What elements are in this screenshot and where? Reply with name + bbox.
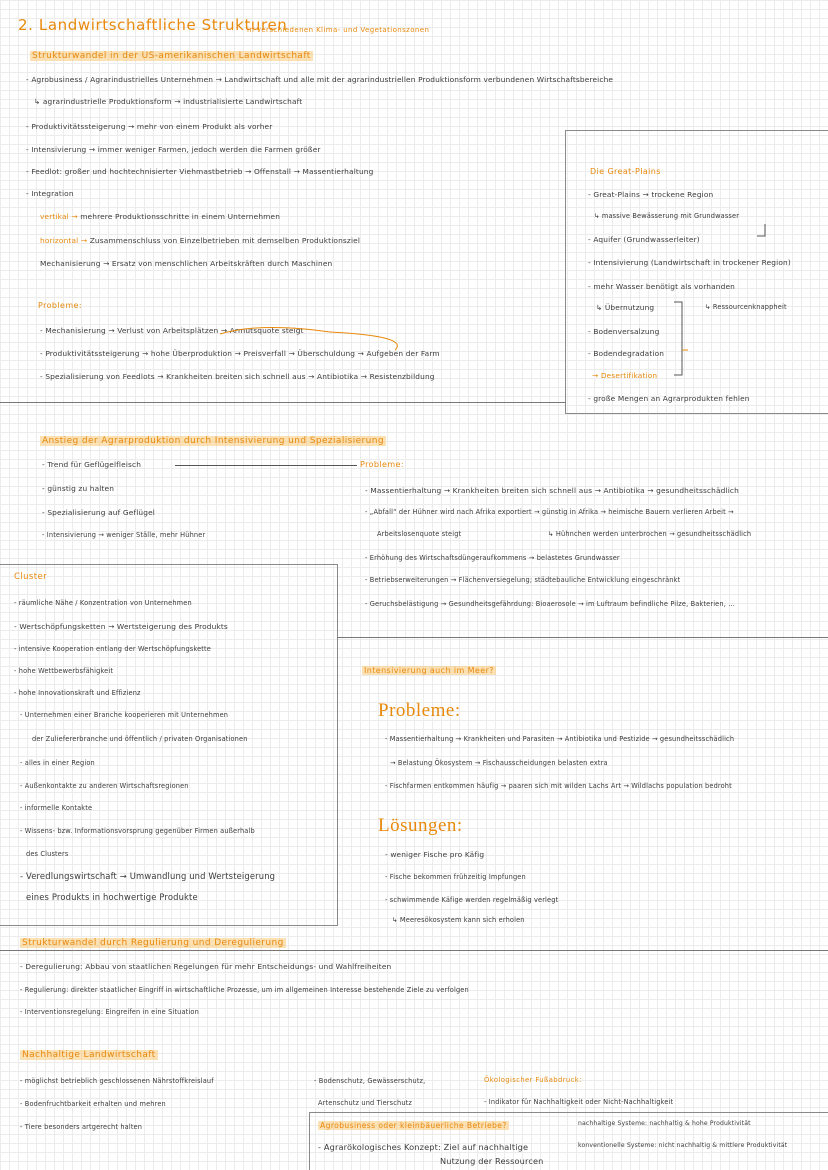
- s2-line-3: - Spezialisierung auf Geflügel: [42, 508, 155, 517]
- systeme-line-1: nachhaltige Systeme: nachhaltig & hohe Produktivität: [578, 1120, 751, 1127]
- agro-line-2: Nutzung der Ressourcen: [440, 1156, 544, 1166]
- gp-line-9: → Desertifikation: [592, 371, 658, 380]
- s1-problem-3: - Spezialisierung von Feedlots → Krankheiten breiten sich schnell aus → Antibiotika → Resistenzbildung: [40, 372, 435, 381]
- gp-line-10: - große Mengen an Agrarprodukten fehlen: [588, 394, 750, 403]
- agrobusiness-heading: Agrobusiness oder kleinbäuerliche Betriebe?: [320, 1121, 507, 1130]
- s1-probleme-heading: Probleme:: [38, 301, 82, 310]
- s2-problem-2b: Arbeitslosenquote steigt: [377, 530, 462, 538]
- s1-line-4: - Intensivierung → immer weniger Farmen, jedoch werden die Farmen größer: [26, 145, 321, 154]
- divider-top: [0, 402, 566, 403]
- gp-line-3: - Aquifer (Grundwasserleiter): [588, 235, 700, 244]
- meer-problem-2: → Belastung Ökosystem → Fischausscheidungen belasten extra: [390, 759, 608, 767]
- cluster-line-4: - hohe Wettbewerbsfähigkeit: [14, 667, 114, 675]
- cluster-line-5: - hohe Innovationskraft und Effizienz: [14, 689, 141, 697]
- s1-line-6: - Integration: [26, 189, 74, 198]
- s4-col2-line-2: Artenschutz und Tierschutz: [318, 1099, 413, 1107]
- meer-problem-1: - Massentierhaltung → Krankheiten und Parasiten → Antibiotika und Pestizide → gesundheitsschädlich: [385, 735, 735, 743]
- cluster-line-3: - intensive Kooperation entlang der Wertschöpfungskette: [14, 645, 211, 653]
- agro-line-1: - Agrarökologisches Konzept: Ziel auf nachhaltige: [318, 1142, 529, 1152]
- s2-problem-3: - Erhöhung des Wirtschaftsdüngeraufkommens → belastetes Grundwasser: [365, 554, 620, 562]
- s2-problem-2c: ↳ Hühnchen werden unterbrochen → gesundheitsschädlich: [548, 530, 752, 538]
- divider-meer: [337, 637, 828, 638]
- nachhaltige-landwirtschaft-heading: Nachhaltige Landwirtschaft: [22, 1050, 156, 1060]
- cluster-line-1: - räumliche Nähe / Konzentration von Unternehmen: [14, 599, 192, 607]
- s1-horizontal: horizontal → Zusammenschluss von Einzelbetrieben mit demselben Produktionsziel: [40, 236, 361, 245]
- s3-line-2: - Regulierung: direkter staatlicher Eingriff in wirtschaftliche Prozesse, um im allgemeinen Interesse bestehende Ziele zu verfolgen: [20, 986, 469, 994]
- systeme-line-2: konventionelle Systeme: nicht nachhaltig & mittlere Produktivität: [578, 1142, 788, 1149]
- s4-col2-line-1: - Bodenschutz, Gewässerschutz,: [314, 1077, 426, 1085]
- great-plains-heading: Die Great-Plains: [590, 167, 661, 176]
- s2-problem-1: - Massentierhaltung → Krankheiten breiten sich schnell aus → Antibiotika → gesundheitsschädlich: [365, 486, 739, 495]
- gp-line-6a: ↳ Übernutzung: [596, 303, 655, 312]
- s2-problem-2: - „Abfall“ der Hühner wird nach Afrika exportiert → günstig in Afrika → heimische Bauern verlieren Arbeit →: [365, 508, 734, 516]
- s2-line-1: - Trend für Geflügelfleisch: [42, 460, 142, 469]
- s1-line-5: - Feedlot: großer und hochtechnisierter Viehmastbetrieb → Offenstall → Massentierhaltung: [26, 167, 374, 176]
- section-structural-change-heading: Strukturwandel in der US-amerikanischen Landwirtschaft: [32, 51, 311, 61]
- cluster-line-9: - Außenkontakte zu anderen Wirtschaftsregionen: [20, 782, 189, 790]
- cluster-line-8: - alles in einer Region: [20, 759, 95, 767]
- s2-problem-5: - Geruchsbelästigung → Gesundheitsgefährdung: Bioaerosole → im Luftraum befindliche Pilze, Bakterien, ...: [365, 600, 735, 608]
- gp-line-8: - Bodendegradation: [588, 349, 665, 358]
- gp-arrow: [755, 222, 775, 242]
- cluster-line-6: - Unternehmen einer Branche kooperieren mit Unternehmen: [20, 711, 229, 719]
- agrarproduktion-heading: Anstieg der Agrarproduktion durch Intensivierung und Spezialisierung: [42, 436, 384, 446]
- s4-col1-line-2: - Bodenfruchtbarkeit erhalten und mehren: [20, 1100, 166, 1108]
- oeko-fussabdruck-text: - Indikator für Nachhaltigkeit oder Nicht-Nachhaltigkeit: [484, 1098, 674, 1106]
- s4-col1-line-1: - möglichst betrieblich geschlossenen Nährstoffkreislauf: [20, 1077, 214, 1085]
- cluster-line-7: der Zuliefererbranche und öffentlich / privaten Organisationen: [32, 735, 248, 743]
- cluster-heading: Cluster: [14, 572, 47, 582]
- meer-heading: Intensivierung auch im Meer?: [364, 666, 494, 675]
- s2-problem-4: - Betriebserweiterungen → Flächenversiegelung; städtebauliche Entwicklung eingeschränkt: [365, 576, 681, 584]
- gp-line-7: - Bodenversalzung: [588, 327, 660, 336]
- s1-line-3: - Produktivitätssteigerung → mehr von einem Produkt als vorher: [26, 122, 273, 131]
- gp-line-4: - Intensivierung (Landwirtschaft in trockener Region): [588, 258, 791, 267]
- meer-loesung-1: - weniger Fische pro Käfig: [385, 850, 485, 859]
- regulierung-heading: Strukturwandel durch Regulierung und Deregulierung: [22, 938, 284, 948]
- cluster-veredlung-2: eines Produkts in hochwertige Produkte: [26, 892, 198, 902]
- s2-line-2: - günstig zu halten: [42, 484, 115, 493]
- meer-loesung-3: - schwimmende Käfige werden regelmäßig verlegt: [385, 896, 559, 904]
- s2-line-4: - Intensivierung → weniger Ställe, mehr Hühner: [42, 531, 206, 539]
- cluster-veredlung-1: - Veredlungswirtschaft → Umwandlung und Wertsteigerung: [20, 871, 276, 881]
- s1-mechanisierung: Mechanisierung → Ersatz von menschlichen Arbeitskräften durch Maschinen: [40, 259, 333, 268]
- s3-line-3: - Interventionsregelung: Eingreifen in eine Situation: [20, 1008, 199, 1016]
- gp-bracket: [672, 300, 692, 380]
- s1-arrow-overlay: [200, 326, 500, 356]
- s2-arrow-line: [175, 465, 357, 466]
- s1-line-2: ↳ agrarindustrielle Produktionsform → industrialisierte Landwirtschaft: [34, 97, 303, 106]
- meer-loesung-4: ↳ Meeresökosystem kann sich erholen: [392, 916, 525, 924]
- page-subtitle: in verschiedenen Klima- und Vegetationszonen: [247, 26, 430, 34]
- s1-line-1: - Agrobusiness / Agrarindustrielles Unternehmen → Landwirtschaft und alle mit der agrarindustriellen Produktionsform verbundenen Wirtschaftsbereiche: [26, 75, 614, 84]
- meer-problem-3: - Fischfarmen entkommen häufig → paaren sich mit wilden Lachs Art → Wildlachs population bedroht: [385, 782, 732, 790]
- cluster-line-12: des Clusters: [26, 850, 69, 858]
- s3-line-1: - Deregulierung: Abbau von staatlichen Regelungen für mehr Entscheidungs- und Wahlfreiheiten: [20, 962, 392, 971]
- gp-line-1: - Great-Plains → trockene Region: [588, 190, 714, 199]
- cluster-line-2: - Wertschöpfungsketten → Wertsteigerung des Produkts: [14, 622, 228, 631]
- gp-line-2: ↳ massive Bewässerung mit Grundwasser: [594, 212, 740, 220]
- oeko-fussabdruck-heading: Ökologischer Fußabdruck:: [484, 1076, 582, 1084]
- meer-loesungen-heading: Lösungen:: [378, 815, 463, 836]
- s4-col1-line-3: - Tiere besonders artgerecht halten: [20, 1123, 143, 1131]
- cluster-line-10: - informelle Kontakte: [20, 804, 93, 812]
- page-title: 2. Landwirtschaftliche Strukturen: [18, 16, 288, 34]
- divider-regulierung: [0, 950, 828, 951]
- meer-loesung-2: - Fische bekommen frühzeitig Impfungen: [385, 873, 526, 881]
- gp-line-5: - mehr Wasser benötigt als vorhanden: [588, 282, 735, 291]
- s1-vertikal: vertikal → mehrere Produktionsschritte in einem Unternehmen: [40, 212, 281, 221]
- meer-probleme-heading: Probleme:: [378, 700, 461, 721]
- s2-probleme-heading: Probleme:: [360, 460, 404, 469]
- s1-problem-2: - Produktivitätssteigerung → hohe Überproduktion → Preisverfall → Überschuldung → Aufgeben der Farm: [40, 349, 440, 358]
- cluster-line-11: - Wissens- bzw. Informationsvorsprung gegenüber Firmen außerhalb: [20, 827, 255, 835]
- s1-problem-1: - Mechanisierung → Verlust von Arbeitsplätzen → Armutsquote steigt: [40, 326, 304, 335]
- gp-line-6b: ↳ Ressourcenknappheit: [705, 303, 787, 311]
